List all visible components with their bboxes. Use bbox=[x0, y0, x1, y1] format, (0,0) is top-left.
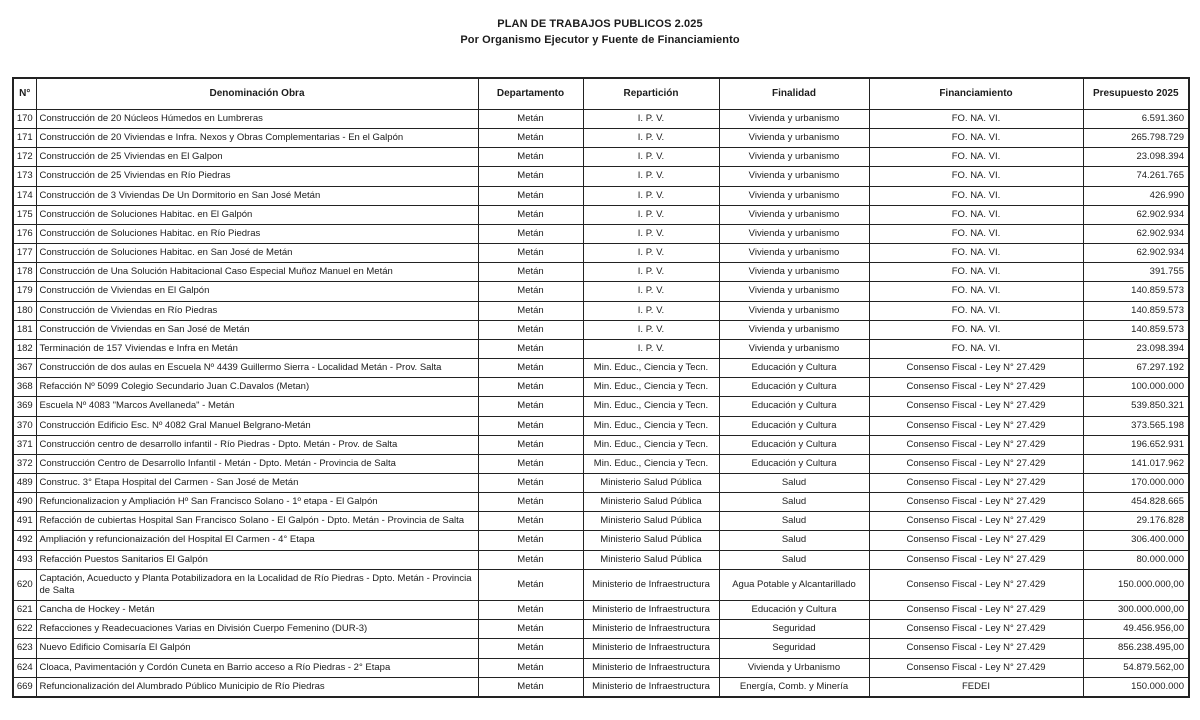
cell-presupuesto: 80.000.000 bbox=[1083, 550, 1189, 569]
table-row bbox=[13, 244, 1189, 263]
cell-financiamiento: FO. NA. VI. bbox=[869, 148, 1083, 167]
table-row bbox=[13, 550, 1189, 569]
cell-finalidad: Seguridad bbox=[719, 620, 869, 639]
cell-obra: Refacción Puestos Sanitarios El Galpón bbox=[36, 550, 478, 569]
table-row bbox=[13, 601, 1189, 620]
cell-numero: 370 bbox=[13, 416, 36, 435]
cell-reparticion: I. P. V. bbox=[583, 320, 719, 339]
cell-reparticion: Ministerio de Infraestructura bbox=[583, 620, 719, 639]
cell-reparticion: Min. Educ., Ciencia y Tecn. bbox=[583, 359, 719, 378]
table-row bbox=[13, 320, 1189, 339]
cell-financiamiento: Consenso Fiscal - Ley N° 27.429 bbox=[869, 601, 1083, 620]
cell-departamento: Metán bbox=[478, 473, 583, 492]
cell-numero: 175 bbox=[13, 205, 36, 224]
column-header-numero: N° bbox=[13, 78, 36, 110]
table-row bbox=[13, 224, 1189, 243]
cell-finalidad: Vivienda y urbanismo bbox=[719, 339, 869, 358]
cell-presupuesto: 141.017.962 bbox=[1083, 454, 1189, 473]
cell-finalidad: Vivienda y urbanismo bbox=[719, 301, 869, 320]
cell-numero: 493 bbox=[13, 550, 36, 569]
cell-departamento: Metán bbox=[478, 531, 583, 550]
cell-financiamiento: Consenso Fiscal - Ley N° 27.429 bbox=[869, 473, 1083, 492]
cell-departamento: Metán bbox=[478, 601, 583, 620]
table-row bbox=[13, 493, 1189, 512]
cell-financiamiento: Consenso Fiscal - Ley N° 27.429 bbox=[869, 531, 1083, 550]
cell-numero: 624 bbox=[13, 658, 36, 677]
cell-numero: 182 bbox=[13, 339, 36, 358]
cell-presupuesto: 62.902.934 bbox=[1083, 224, 1189, 243]
table-row bbox=[13, 658, 1189, 677]
cell-finalidad: Vivienda y urbanismo bbox=[719, 110, 869, 129]
cell-financiamiento: Consenso Fiscal - Ley N° 27.429 bbox=[869, 550, 1083, 569]
column-header-departamento: Departamento bbox=[478, 78, 583, 110]
table-body bbox=[13, 110, 1189, 697]
cell-finalidad: Educación y Cultura bbox=[719, 397, 869, 416]
cell-departamento: Metán bbox=[478, 359, 583, 378]
cell-financiamiento: Consenso Fiscal - Ley N° 27.429 bbox=[869, 620, 1083, 639]
cell-numero: 181 bbox=[13, 320, 36, 339]
cell-obra: Cancha de Hockey - Metán bbox=[36, 601, 478, 620]
cell-finalidad: Salud bbox=[719, 550, 869, 569]
cell-financiamiento: Consenso Fiscal - Ley N° 27.429 bbox=[869, 378, 1083, 397]
cell-financiamiento: FO. NA. VI. bbox=[869, 263, 1083, 282]
cell-numero: 173 bbox=[13, 167, 36, 186]
cell-numero: 489 bbox=[13, 473, 36, 492]
cell-reparticion: I. P. V. bbox=[583, 129, 719, 148]
cell-departamento: Metán bbox=[478, 454, 583, 473]
cell-financiamiento: FO. NA. VI. bbox=[869, 167, 1083, 186]
cell-finalidad: Vivienda y urbanismo bbox=[719, 205, 869, 224]
cell-financiamiento: FO. NA. VI. bbox=[869, 224, 1083, 243]
cell-numero: 623 bbox=[13, 639, 36, 658]
cell-numero: 371 bbox=[13, 435, 36, 454]
cell-reparticion: Min. Educ., Ciencia y Tecn. bbox=[583, 435, 719, 454]
table-row bbox=[13, 339, 1189, 358]
cell-numero: 622 bbox=[13, 620, 36, 639]
cell-obra: Construcción de Soluciones Habitac. en El Galpón bbox=[36, 205, 478, 224]
cell-presupuesto: 29.176.828 bbox=[1083, 512, 1189, 531]
cell-departamento: Metán bbox=[478, 435, 583, 454]
cell-finalidad: Vivienda y urbanismo bbox=[719, 224, 869, 243]
cell-numero: 171 bbox=[13, 129, 36, 148]
table-row bbox=[13, 205, 1189, 224]
cell-financiamiento: Consenso Fiscal - Ley N° 27.429 bbox=[869, 512, 1083, 531]
cell-presupuesto: 62.902.934 bbox=[1083, 205, 1189, 224]
cell-numero: 170 bbox=[13, 110, 36, 129]
cell-obra: Construcción de Una Solución Habitacional Caso Especial Muñoz Manuel en Metán bbox=[36, 263, 478, 282]
cell-presupuesto: 150.000.000 bbox=[1083, 677, 1189, 697]
cell-reparticion: I. P. V. bbox=[583, 167, 719, 186]
cell-presupuesto: 23.098.394 bbox=[1083, 148, 1189, 167]
table-row bbox=[13, 620, 1189, 639]
cell-finalidad: Vivienda y urbanismo bbox=[719, 320, 869, 339]
cell-financiamiento: Consenso Fiscal - Ley N° 27.429 bbox=[869, 658, 1083, 677]
cell-reparticion: I. P. V. bbox=[583, 224, 719, 243]
cell-reparticion: Ministerio Salud Pública bbox=[583, 531, 719, 550]
cell-reparticion: Ministerio de Infraestructura bbox=[583, 639, 719, 658]
cell-obra: Construcción de 3 Viviendas De Un Dormitorio en San José Metán bbox=[36, 186, 478, 205]
table-row bbox=[13, 416, 1189, 435]
cell-numero: 177 bbox=[13, 244, 36, 263]
cell-reparticion: I. P. V. bbox=[583, 301, 719, 320]
cell-numero: 367 bbox=[13, 359, 36, 378]
table-row bbox=[13, 473, 1189, 492]
cell-finalidad: Salud bbox=[719, 512, 869, 531]
table-row bbox=[13, 110, 1189, 129]
table-row bbox=[13, 435, 1189, 454]
cell-obra: Refacciones y Readecuaciones Varias en División Cuerpo Femenino (DUR-3) bbox=[36, 620, 478, 639]
cell-numero: 490 bbox=[13, 493, 36, 512]
cell-obra: Construcción Centro de Desarrollo Infantil - Metán - Dpto. Metán - Provincia de Salta bbox=[36, 454, 478, 473]
cell-obra: Nuevo Edificio Comisaría El Galpón bbox=[36, 639, 478, 658]
cell-numero: 172 bbox=[13, 148, 36, 167]
cell-financiamiento: Consenso Fiscal - Ley N° 27.429 bbox=[869, 416, 1083, 435]
cell-presupuesto: 306.400.000 bbox=[1083, 531, 1189, 550]
cell-reparticion: Ministerio Salud Pública bbox=[583, 493, 719, 512]
cell-departamento: Metán bbox=[478, 397, 583, 416]
cell-departamento: Metán bbox=[478, 658, 583, 677]
cell-reparticion: I. P. V. bbox=[583, 244, 719, 263]
cell-finalidad: Energía, Comb. y Minería bbox=[719, 677, 869, 697]
cell-obra: Captación, Acueducto y Planta Potabilizadora en la Localidad de Río Piedras - Dpto. Metán - Provincia de Salta bbox=[36, 569, 478, 600]
cell-reparticion: I. P. V. bbox=[583, 282, 719, 301]
cell-presupuesto: 62.902.934 bbox=[1083, 244, 1189, 263]
cell-obra: Construcción Edificio Esc. Nº 4082 Gral Manuel Belgrano-Metán bbox=[36, 416, 478, 435]
cell-obra: Construcción centro de desarrollo infantil - Río Piedras - Dpto. Metán - Prov. de Salta bbox=[36, 435, 478, 454]
cell-obra: Construcción de 20 Núcleos Húmedos en Lumbreras bbox=[36, 110, 478, 129]
cell-presupuesto: 856.238.495,00 bbox=[1083, 639, 1189, 658]
cell-departamento: Metán bbox=[478, 110, 583, 129]
cell-financiamiento: Consenso Fiscal - Ley N° 27.429 bbox=[869, 569, 1083, 600]
cell-finalidad: Educación y Cultura bbox=[719, 378, 869, 397]
cell-reparticion: I. P. V. bbox=[583, 148, 719, 167]
table-row bbox=[13, 378, 1189, 397]
cell-numero: 492 bbox=[13, 531, 36, 550]
cell-finalidad: Vivienda y urbanismo bbox=[719, 282, 869, 301]
cell-reparticion: Ministerio de Infraestructura bbox=[583, 658, 719, 677]
cell-departamento: Metán bbox=[478, 550, 583, 569]
cell-reparticion: Ministerio de Infraestructura bbox=[583, 569, 719, 600]
title-line-2: Por Organismo Ejecutor y Fuente de Financiamiento bbox=[460, 33, 740, 46]
column-header-finalidad: Finalidad bbox=[719, 78, 869, 110]
column-header-obra: Denominación Obra bbox=[36, 78, 478, 110]
cell-presupuesto: 6.591.360 bbox=[1083, 110, 1189, 129]
cell-obra: Construcción de 25 Viviendas en El Galpon bbox=[36, 148, 478, 167]
cell-finalidad: Salud bbox=[719, 493, 869, 512]
cell-finalidad: Vivienda y urbanismo bbox=[719, 263, 869, 282]
cell-departamento: Metán bbox=[478, 282, 583, 301]
cell-obra: Terminación de 157 Viviendas e Infra en Metán bbox=[36, 339, 478, 358]
column-header-reparticion: Repartición bbox=[583, 78, 719, 110]
table-header-row bbox=[13, 78, 1189, 110]
cell-reparticion: Ministerio Salud Pública bbox=[583, 550, 719, 569]
table-row bbox=[13, 186, 1189, 205]
cell-financiamiento: FO. NA. VI. bbox=[869, 282, 1083, 301]
cell-finalidad: Educación y Cultura bbox=[719, 416, 869, 435]
cell-financiamiento: FO. NA. VI. bbox=[869, 186, 1083, 205]
cell-financiamiento: FO. NA. VI. bbox=[869, 205, 1083, 224]
cell-departamento: Metán bbox=[478, 186, 583, 205]
table-row bbox=[13, 359, 1189, 378]
cell-numero: 372 bbox=[13, 454, 36, 473]
cell-obra: Construcción de Viviendas en San José de Metán bbox=[36, 320, 478, 339]
cell-finalidad: Agua Potable y Alcantarillado bbox=[719, 569, 869, 600]
cell-finalidad: Vivienda y urbanismo bbox=[719, 129, 869, 148]
cell-departamento: Metán bbox=[478, 244, 583, 263]
cell-reparticion: Ministerio Salud Pública bbox=[583, 473, 719, 492]
cell-finalidad: Vivienda y urbanismo bbox=[719, 167, 869, 186]
cell-reparticion: I. P. V. bbox=[583, 339, 719, 358]
cell-departamento: Metán bbox=[478, 569, 583, 600]
table-row bbox=[13, 263, 1189, 282]
cell-finalidad: Vivienda y urbanismo bbox=[719, 148, 869, 167]
cell-numero: 176 bbox=[13, 224, 36, 243]
cell-departamento: Metán bbox=[478, 620, 583, 639]
cell-obra: Refacción Nº 5099 Colegio Secundario Juan C.Davalos (Metan) bbox=[36, 378, 478, 397]
cell-numero: 368 bbox=[13, 378, 36, 397]
table-row bbox=[13, 569, 1189, 600]
cell-financiamiento: FO. NA. VI. bbox=[869, 129, 1083, 148]
cell-presupuesto: 74.261.765 bbox=[1083, 167, 1189, 186]
cell-finalidad: Educación y Cultura bbox=[719, 435, 869, 454]
obras-table bbox=[12, 77, 1190, 698]
cell-presupuesto: 100.000.000 bbox=[1083, 378, 1189, 397]
cell-presupuesto: 265.798.729 bbox=[1083, 129, 1189, 148]
cell-presupuesto: 54.879.562,00 bbox=[1083, 658, 1189, 677]
cell-departamento: Metán bbox=[478, 639, 583, 658]
cell-presupuesto: 300.000.000,00 bbox=[1083, 601, 1189, 620]
cell-presupuesto: 391.755 bbox=[1083, 263, 1189, 282]
cell-finalidad: Salud bbox=[719, 473, 869, 492]
table-row bbox=[13, 531, 1189, 550]
cell-financiamiento: FO. NA. VI. bbox=[869, 339, 1083, 358]
cell-obra: Cloaca, Pavimentación y Cordón Cuneta en Barrio acceso a Río Piedras - 2° Etapa bbox=[36, 658, 478, 677]
cell-departamento: Metán bbox=[478, 339, 583, 358]
cell-finalidad: Salud bbox=[719, 531, 869, 550]
cell-departamento: Metán bbox=[478, 677, 583, 697]
table-row bbox=[13, 639, 1189, 658]
cell-financiamiento: Consenso Fiscal - Ley N° 27.429 bbox=[869, 435, 1083, 454]
cell-financiamiento: Consenso Fiscal - Ley N° 27.429 bbox=[869, 359, 1083, 378]
cell-numero: 180 bbox=[13, 301, 36, 320]
cell-reparticion: Ministerio Salud Pública bbox=[583, 512, 719, 531]
cell-reparticion: Min. Educ., Ciencia y Tecn. bbox=[583, 454, 719, 473]
cell-finalidad: Vivienda y urbanismo bbox=[719, 244, 869, 263]
cell-financiamiento: Consenso Fiscal - Ley N° 27.429 bbox=[869, 493, 1083, 512]
cell-financiamiento: Consenso Fiscal - Ley N° 27.429 bbox=[869, 454, 1083, 473]
cell-presupuesto: 140.859.573 bbox=[1083, 301, 1189, 320]
cell-finalidad: Educación y Cultura bbox=[719, 601, 869, 620]
cell-departamento: Metán bbox=[478, 205, 583, 224]
cell-departamento: Metán bbox=[478, 378, 583, 397]
cell-financiamiento: FO. NA. VI. bbox=[869, 320, 1083, 339]
cell-departamento: Metán bbox=[478, 416, 583, 435]
cell-presupuesto: 454.828.665 bbox=[1083, 493, 1189, 512]
table-row bbox=[13, 454, 1189, 473]
cell-presupuesto: 170.000.000 bbox=[1083, 473, 1189, 492]
cell-presupuesto: 196.652.931 bbox=[1083, 435, 1189, 454]
cell-numero: 174 bbox=[13, 186, 36, 205]
cell-numero: 621 bbox=[13, 601, 36, 620]
cell-numero: 179 bbox=[13, 282, 36, 301]
cell-obra: Construcción de 20 Viviendas e Infra. Nexos y Obras Complementarias - En el Galpón bbox=[36, 129, 478, 148]
table-row bbox=[13, 129, 1189, 148]
cell-obra: Refacción de cubiertas Hospital San Francisco Solano - El Galpón - Dpto. Metán - Provincia de Salta bbox=[36, 512, 478, 531]
cell-financiamiento: FO. NA. VI. bbox=[869, 110, 1083, 129]
cell-obra: Refuncionalización del Alumbrado Público Municipio de Río Piedras bbox=[36, 677, 478, 697]
table-row bbox=[13, 512, 1189, 531]
cell-presupuesto: 539.850.321 bbox=[1083, 397, 1189, 416]
cell-presupuesto: 373.565.198 bbox=[1083, 416, 1189, 435]
cell-presupuesto: 140.859.573 bbox=[1083, 320, 1189, 339]
table-row bbox=[13, 677, 1189, 697]
cell-departamento: Metán bbox=[478, 224, 583, 243]
cell-obra: Escuela Nº 4083 "Marcos Avellaneda" - Metán bbox=[36, 397, 478, 416]
cell-numero: 491 bbox=[13, 512, 36, 531]
cell-obra: Construcción de Viviendas en Río Piedras bbox=[36, 301, 478, 320]
cell-reparticion: Min. Educ., Ciencia y Tecn. bbox=[583, 378, 719, 397]
cell-departamento: Metán bbox=[478, 493, 583, 512]
cell-reparticion: I. P. V. bbox=[583, 110, 719, 129]
cell-reparticion: Min. Educ., Ciencia y Tecn. bbox=[583, 416, 719, 435]
cell-financiamiento: FO. NA. VI. bbox=[869, 301, 1083, 320]
cell-departamento: Metán bbox=[478, 167, 583, 186]
cell-presupuesto: 140.859.573 bbox=[1083, 282, 1189, 301]
cell-numero: 178 bbox=[13, 263, 36, 282]
cell-obra: Construcción de dos aulas en Escuela Nº 4439 Guillermo Sierra - Localidad Metán - Prov. Salta bbox=[36, 359, 478, 378]
cell-financiamiento: Consenso Fiscal - Ley N° 27.429 bbox=[869, 397, 1083, 416]
cell-departamento: Metán bbox=[478, 301, 583, 320]
column-header-financiamiento: Financiamiento bbox=[869, 78, 1083, 110]
cell-financiamiento: FO. NA. VI. bbox=[869, 244, 1083, 263]
cell-departamento: Metán bbox=[478, 148, 583, 167]
column-header-presupuesto: Presupuesto 2025 bbox=[1083, 78, 1189, 110]
cell-financiamiento: FEDEI bbox=[869, 677, 1083, 697]
cell-obra: Construc. 3° Etapa Hospital del Carmen - San José de Metán bbox=[36, 473, 478, 492]
cell-obra: Construcción de Viviendas en El Galpón bbox=[36, 282, 478, 301]
cell-finalidad: Vivienda y urbanismo bbox=[719, 186, 869, 205]
table-row bbox=[13, 167, 1189, 186]
cell-numero: 620 bbox=[13, 569, 36, 600]
cell-presupuesto: 426.990 bbox=[1083, 186, 1189, 205]
cell-finalidad: Educación y Cultura bbox=[719, 359, 869, 378]
cell-finalidad: Vivienda y Urbanismo bbox=[719, 658, 869, 677]
cell-departamento: Metán bbox=[478, 320, 583, 339]
cell-numero: 669 bbox=[13, 677, 36, 697]
cell-obra: Refuncionalizacion y Ampliación Hº San Francisco Solano - 1º etapa - El Galpón bbox=[36, 493, 478, 512]
table-row bbox=[13, 148, 1189, 167]
cell-reparticion: Min. Educ., Ciencia y Tecn. bbox=[583, 397, 719, 416]
table-row bbox=[13, 301, 1189, 320]
cell-presupuesto: 23.098.394 bbox=[1083, 339, 1189, 358]
document-title bbox=[0, 17, 1200, 49]
cell-obra: Construcción de Soluciones Habitac. en Río Piedras bbox=[36, 224, 478, 243]
cell-financiamiento: Consenso Fiscal - Ley N° 27.429 bbox=[869, 639, 1083, 658]
table-row bbox=[13, 282, 1189, 301]
cell-departamento: Metán bbox=[478, 512, 583, 531]
table-row bbox=[13, 397, 1189, 416]
cell-finalidad: Educación y Cultura bbox=[719, 454, 869, 473]
cell-presupuesto: 150.000.000,00 bbox=[1083, 569, 1189, 600]
cell-obra: Ampliación y refuncionaización del Hospital El Carmen - 4° Etapa bbox=[36, 531, 478, 550]
cell-reparticion: Ministerio de Infraestructura bbox=[583, 601, 719, 620]
cell-reparticion: I. P. V. bbox=[583, 263, 719, 282]
cell-departamento: Metán bbox=[478, 263, 583, 282]
cell-reparticion: Ministerio de Infraestructura bbox=[583, 677, 719, 697]
cell-obra: Construcción de 25 Viviendas en Río Piedras bbox=[36, 167, 478, 186]
cell-numero: 369 bbox=[13, 397, 36, 416]
cell-presupuesto: 49.456.956,00 bbox=[1083, 620, 1189, 639]
title-line-1: PLAN DE TRABAJOS PUBLICOS 2.025 bbox=[497, 18, 703, 30]
cell-reparticion: I. P. V. bbox=[583, 205, 719, 224]
cell-departamento: Metán bbox=[478, 129, 583, 148]
cell-reparticion: I. P. V. bbox=[583, 186, 719, 205]
cell-obra: Construcción de Soluciones Habitac. en San José de Metán bbox=[36, 244, 478, 263]
cell-finalidad: Seguridad bbox=[719, 639, 869, 658]
cell-presupuesto: 67.297.192 bbox=[1083, 359, 1189, 378]
